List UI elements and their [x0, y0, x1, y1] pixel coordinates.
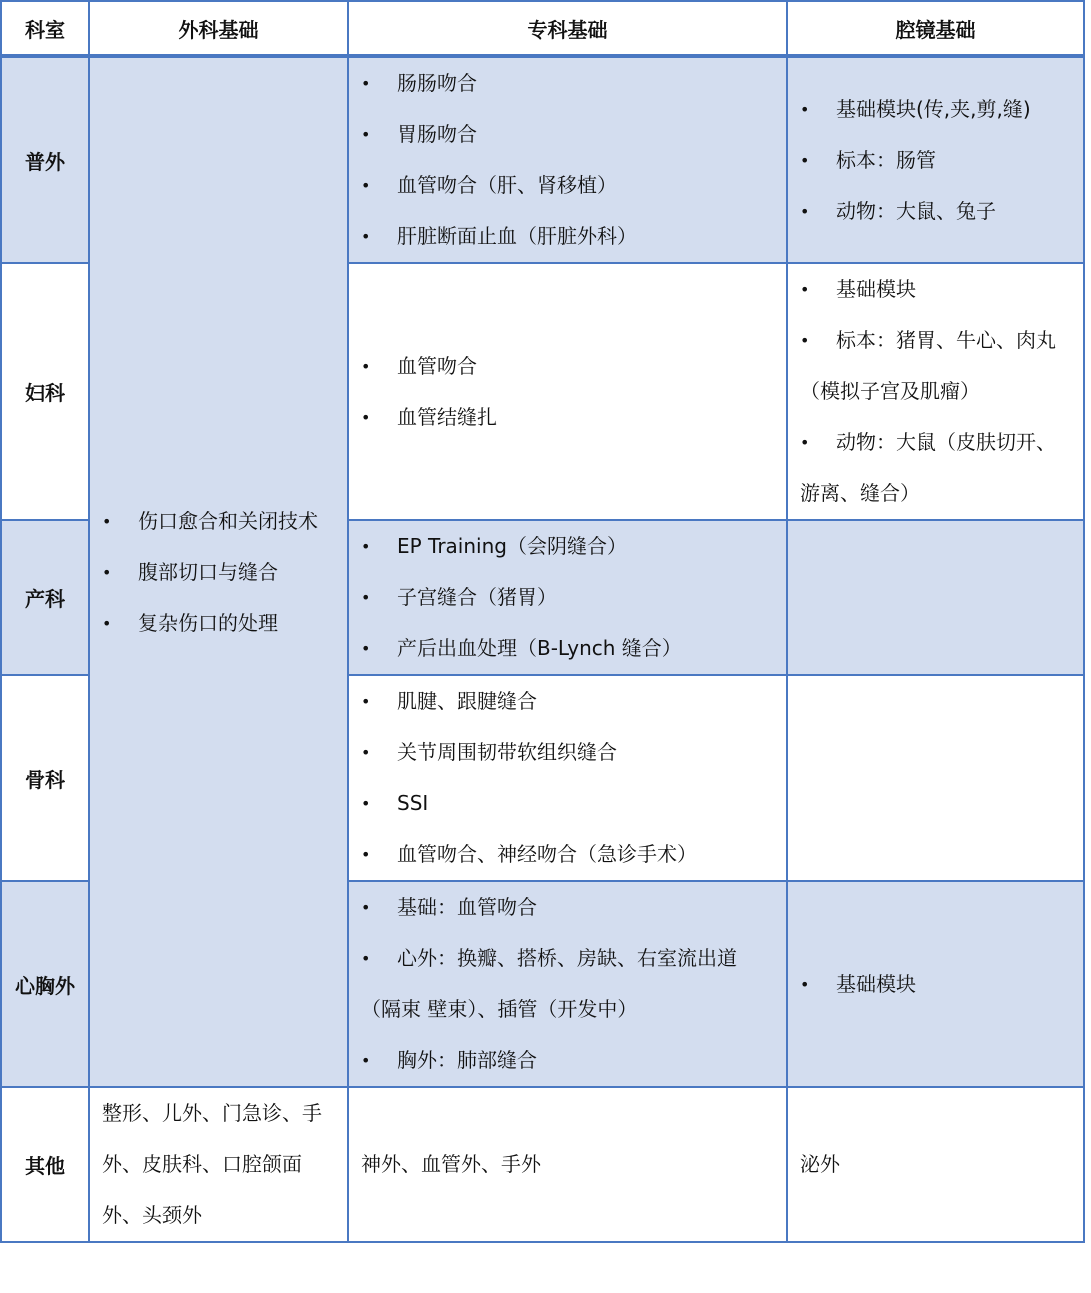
list-item: • 胃肠吻合	[361, 109, 776, 160]
list-item: • 动物：大鼠（皮肤切开、游离、缝合）	[800, 417, 1073, 519]
list-item: • 基础模块(传,夹,剪,缝)	[800, 84, 1073, 135]
other-surgical-text: 整形、儿外、门急诊、手外、皮肤科、口腔颌面外、头颈外	[102, 1101, 322, 1227]
lap-cell	[787, 263, 1084, 520]
list-item: • SSI	[361, 778, 776, 829]
other-lap-text: 泌外	[800, 1152, 840, 1176]
list-item: • 心外：换瓣、搭桥、房缺、右室流出道（隔束 壁束）、插管（开发中）	[361, 933, 776, 1035]
header-surgical: 外科基础	[89, 1, 348, 56]
specialty-cell	[348, 520, 787, 675]
header-row	[1, 1, 1084, 56]
list-item: • 基础模块	[800, 264, 1073, 315]
header-specialty: 专科基础	[348, 1, 787, 56]
dept-cell: 骨科	[1, 675, 89, 881]
specialty-cell	[348, 263, 787, 520]
lap-cell	[787, 56, 1084, 263]
other-specialty-cell	[348, 1087, 787, 1242]
dept-cell: 产科	[1, 520, 89, 675]
dept-cell: 心胸外	[1, 881, 89, 1087]
other-surgical-cell	[89, 1087, 348, 1242]
specialty-cell	[348, 56, 787, 263]
list-item: • 产后出血处理（B-Lynch 缝合）	[361, 623, 776, 674]
list-item: • 基础：血管吻合	[361, 882, 776, 933]
list-item: • 关节周围韧带软组织缝合	[361, 727, 776, 778]
other-lap-cell	[787, 1087, 1084, 1242]
header-dept: 科室	[1, 1, 89, 56]
list-item: • 复杂伤口的处理	[102, 598, 337, 649]
list-item: • EP Training（会阴缝合）	[361, 521, 776, 572]
list-item: • 血管吻合（肝、肾移植）	[361, 160, 776, 211]
list-item: • 基础模块	[800, 959, 1073, 1010]
table-row	[1, 56, 1084, 263]
list-item: • 肌腱、跟腱缝合	[361, 676, 776, 727]
list-item: • 子宫缝合（猪胃）	[361, 572, 776, 623]
dept-cell: 普外	[1, 56, 89, 263]
lap-cell-empty	[787, 675, 1084, 881]
other-specialty-text: 神外、血管外、手外	[361, 1152, 541, 1176]
list-item: • 腹部切口与缝合	[102, 547, 337, 598]
list-item: • 伤口愈合和关闭技术	[102, 496, 337, 547]
list-item: • 标本：猪胃、牛心、肉丸（模拟子宫及肌瘤）	[800, 315, 1073, 417]
list-item: • 血管结缝扎	[361, 392, 776, 443]
list-item: • 血管吻合	[361, 341, 776, 392]
list-item: • 胸外：肺部缝合	[361, 1035, 776, 1086]
surgical-basics-cell	[89, 56, 348, 1087]
specialty-cell	[348, 675, 787, 881]
list-item: • 标本：肠管	[800, 135, 1073, 186]
list-item: • 肝脏断面止血（肝脏外科）	[361, 211, 776, 262]
list-item: • 动物：大鼠、兔子	[800, 186, 1073, 237]
list-item: • 血管吻合、神经吻合（急诊手术）	[361, 829, 776, 880]
lap-cell	[787, 881, 1084, 1087]
specialty-cell	[348, 881, 787, 1087]
dept-cell: 妇科	[1, 263, 89, 520]
table-row-other	[1, 1087, 1084, 1242]
header-lap: 腔镜基础	[787, 1, 1084, 56]
lap-cell-empty	[787, 520, 1084, 675]
list-item: • 肠肠吻合	[361, 58, 776, 109]
dept-cell: 其他	[1, 1087, 89, 1242]
